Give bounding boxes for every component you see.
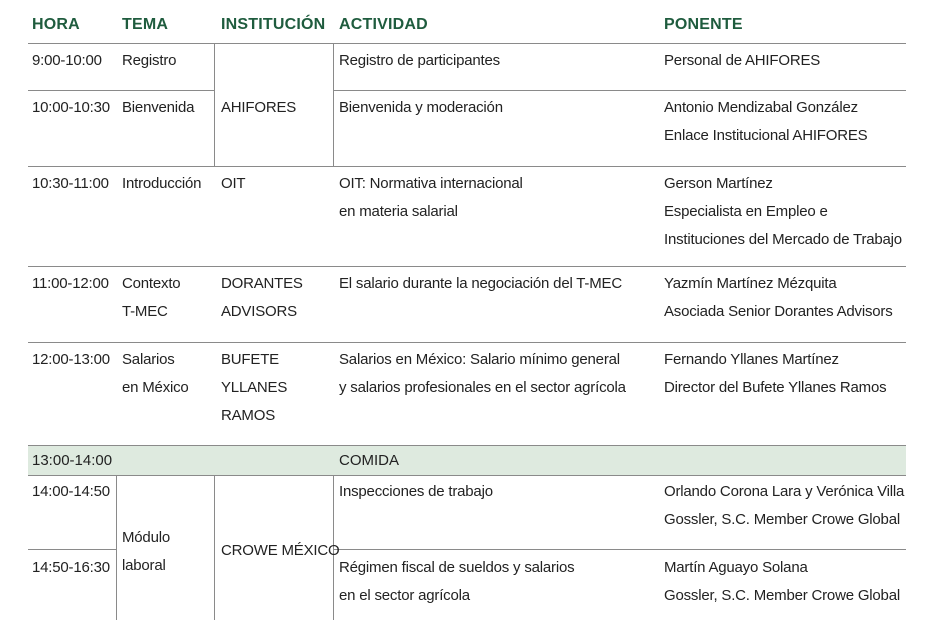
actividad-cell: OIT: Normativa internacional [339, 175, 523, 192]
tema-cell: laboral [122, 557, 166, 574]
lunch-time: 13:00-14:00 [32, 452, 113, 469]
header-tema: TEMA [122, 16, 169, 33]
tema-cell: en México [122, 379, 189, 396]
header-actividad: ACTIVIDAD [339, 16, 428, 33]
header-rule [28, 43, 906, 44]
time-cell: 14:00-14:50 [32, 483, 110, 500]
ponente-cell: Gossler, S.C. Member Crowe Global [664, 511, 900, 528]
merged-cell-border [214, 43, 215, 166]
tema-cell: Contexto [122, 275, 181, 292]
row-divider [333, 90, 906, 91]
time-cell: 10:00-10:30 [32, 99, 110, 116]
actividad-cell: Inspecciones de trabajo [339, 483, 493, 500]
ponente-cell: Asociada Senior Dorantes Advisors [664, 303, 893, 320]
ponente-cell: Fernando Yllanes Martínez [664, 351, 839, 368]
tema-cell: Registro [122, 52, 177, 69]
time-cell: 11:00-12:00 [32, 275, 109, 292]
merged-cell-border [116, 475, 117, 620]
institucion-cell: ADVISORS [221, 303, 297, 320]
institucion-cell: DORANTES [221, 275, 303, 292]
ponente-cell: Enlace Institucional AHIFORES [664, 127, 868, 144]
actividad-cell: en el sector agrícola [339, 587, 470, 604]
ponente-cell: Gerson Martínez [664, 175, 773, 192]
tema-cell: Salarios [122, 351, 175, 368]
ponente-cell: Antonio Mendizabal González [664, 99, 858, 116]
header-ponente: PONENTE [664, 16, 743, 33]
tema-cell: Introducción [122, 175, 202, 192]
time-cell: 14:50-16:30 [32, 559, 110, 576]
tema-cell: Bienvenida [122, 99, 195, 116]
institucion-cell: YLLANES [221, 379, 288, 396]
actividad-cell: Bienvenida y moderación [339, 99, 503, 116]
ponente-cell: Instituciones del Mercado de Trabajo [664, 231, 902, 248]
ponente-cell: Yazmín Martínez Mézquita [664, 275, 837, 292]
institucion-cell: RAMOS [221, 407, 276, 424]
actividad-cell: Régimen fiscal de sueldos y salarios [339, 559, 575, 576]
row-divider [28, 166, 906, 167]
ponente-cell: Personal de AHIFORES [664, 52, 821, 69]
merged-cell-border [333, 43, 334, 166]
actividad-cell: y salarios profesionales en el sector agrícola [339, 379, 626, 396]
row-divider [28, 266, 906, 267]
ponente-cell: Gossler, S.C. Member Crowe Global [664, 587, 900, 604]
tema-cell: T-MEC [122, 303, 168, 320]
header-institucion: INSTITUCIÓN [221, 16, 326, 33]
institucion-cell: OIT [221, 175, 246, 192]
institucion-cell: CROWE MÉXICO [221, 542, 340, 559]
ponente-cell: Martín Aguayo Solana [664, 559, 808, 576]
row-divider [28, 342, 906, 343]
time-cell: 10:30-11:00 [32, 175, 109, 192]
header-hora: HORA [32, 16, 80, 33]
time-cell: 9:00-10:00 [32, 52, 102, 69]
tema-cell: Módulo [122, 529, 170, 546]
row-divider [333, 549, 906, 550]
lunch-row [28, 446, 906, 475]
actividad-cell: Registro de participantes [339, 52, 500, 69]
actividad-cell: en materia salarial [339, 203, 458, 220]
row-divider [28, 475, 906, 476]
row-divider [28, 549, 116, 550]
ponente-cell: Director del Bufete Yllanes Ramos [664, 379, 887, 396]
actividad-cell: El salario durante la negociación del T-MEC [339, 275, 622, 292]
merged-cell-border [214, 475, 215, 620]
institucion-cell: BUFETE [221, 351, 279, 368]
time-cell: 12:00-13:00 [32, 351, 110, 368]
institucion-cell: AHIFORES [221, 99, 297, 116]
lunch-label: COMIDA [339, 452, 399, 469]
ponente-cell: Especialista en Empleo e [664, 203, 828, 220]
ponente-cell: Orlando Corona Lara y Verónica Villa [664, 483, 905, 500]
row-divider [28, 90, 214, 91]
actividad-cell: Salarios en México: Salario mínimo general [339, 351, 620, 368]
